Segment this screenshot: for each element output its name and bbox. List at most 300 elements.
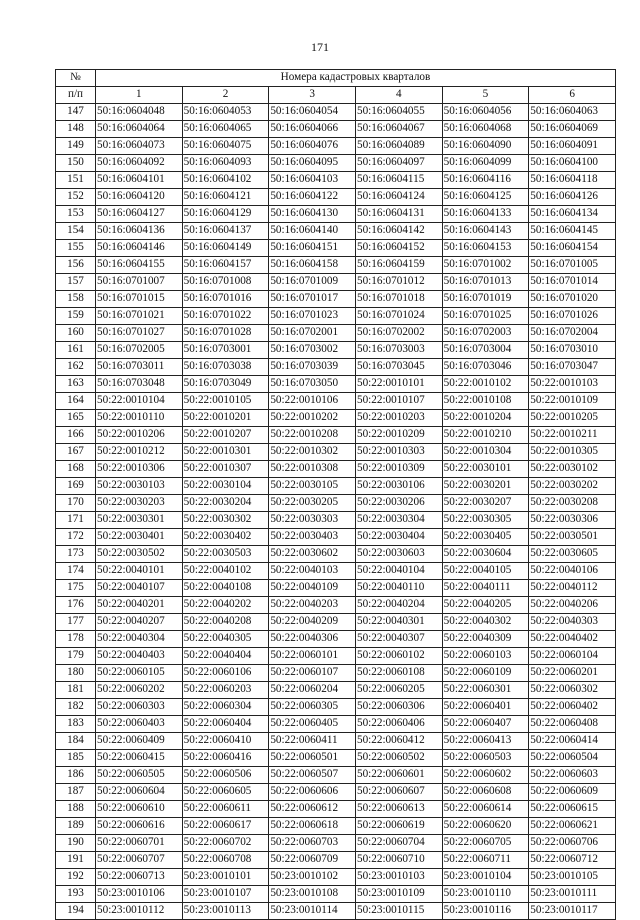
cadastral-number-cell: 50:16:0604115 [355, 172, 442, 189]
cadastral-quarters-table [55, 69, 616, 920]
cadastral-number-cell: 50:22:0030101 [442, 461, 529, 478]
cadastral-number-cell: 50:16:0604152 [355, 240, 442, 257]
cadastral-number-cell: 50:16:0701026 [529, 308, 616, 325]
cadastral-number-cell: 50:16:0604102 [182, 172, 269, 189]
cadastral-number-cell: 50:22:0040101 [96, 563, 183, 580]
cadastral-number-cell: 50:22:0040209 [269, 614, 356, 631]
cadastral-number-cell: 50:16:0701028 [182, 325, 269, 342]
header-col-3: 3 [269, 87, 356, 104]
cadastral-number-cell: 50:22:0060601 [355, 767, 442, 784]
cadastral-number-cell: 50:22:0040208 [182, 614, 269, 631]
cadastral-number-cell: 50:22:0040302 [442, 614, 529, 631]
cadastral-number-cell: 50:22:0010309 [355, 461, 442, 478]
table-row [56, 410, 616, 427]
cadastral-number-cell: 50:22:0030102 [529, 461, 616, 478]
cadastral-number-cell: 50:22:0060602 [442, 767, 529, 784]
cadastral-number-cell: 50:23:0010113 [182, 903, 269, 920]
cadastral-number-cell: 50:22:0010103 [529, 376, 616, 393]
table-row [56, 427, 616, 444]
cadastral-number-cell: 50:16:0604065 [182, 121, 269, 138]
cadastral-number-cell: 50:22:0060401 [442, 699, 529, 716]
cadastral-number-cell: 50:16:0604100 [529, 155, 616, 172]
row-number: 178 [56, 631, 96, 648]
row-number: 175 [56, 580, 96, 597]
cadastral-number-cell: 50:16:0703001 [182, 342, 269, 359]
cadastral-number-cell: 50:22:0040201 [96, 597, 183, 614]
cadastral-number-cell: 50:16:0604134 [529, 206, 616, 223]
cadastral-number-cell: 50:16:0604099 [442, 155, 529, 172]
table-row [56, 172, 616, 189]
cadastral-number-cell: 50:16:0703045 [355, 359, 442, 376]
cadastral-number-cell: 50:16:0701002 [442, 257, 529, 274]
cadastral-number-cell: 50:16:0604130 [269, 206, 356, 223]
cadastral-number-cell: 50:22:0060709 [269, 852, 356, 869]
cadastral-number-cell: 50:16:0604155 [96, 257, 183, 274]
cadastral-number-cell: 50:22:0030208 [529, 495, 616, 512]
cadastral-number-cell: 50:16:0604125 [442, 189, 529, 206]
cadastral-number-cell: 50:16:0604146 [96, 240, 183, 257]
cadastral-number-cell: 50:22:0030604 [442, 546, 529, 563]
cadastral-number-cell: 50:16:0604145 [529, 223, 616, 240]
cadastral-number-cell: 50:16:0604131 [355, 206, 442, 223]
row-number: 172 [56, 529, 96, 546]
page-number: 171 [311, 40, 329, 54]
cadastral-number-cell: 50:22:0060707 [96, 852, 183, 869]
cadastral-number-cell: 50:16:0703004 [442, 342, 529, 359]
row-number: 165 [56, 410, 96, 427]
row-number: 166 [56, 427, 96, 444]
cadastral-number-cell: 50:22:0030501 [529, 529, 616, 546]
cadastral-number-cell: 50:22:0010101 [355, 376, 442, 393]
cadastral-number-cell: 50:22:0060404 [182, 716, 269, 733]
cadastral-number-cell: 50:22:0060706 [529, 835, 616, 852]
row-number: 152 [56, 189, 96, 206]
cadastral-number-cell: 50:23:0010108 [269, 886, 356, 903]
cadastral-number-cell: 50:16:0701025 [442, 308, 529, 325]
cadastral-number-cell: 50:22:0060101 [269, 648, 356, 665]
cadastral-number-cell: 50:16:0604097 [355, 155, 442, 172]
cadastral-number-cell: 50:22:0060415 [96, 750, 183, 767]
cadastral-number-cell: 50:22:0060606 [269, 784, 356, 801]
table-row [56, 563, 616, 580]
cadastral-number-cell: 50:22:0010304 [442, 444, 529, 461]
table-row [56, 631, 616, 648]
cadastral-number-cell: 50:16:0604075 [182, 138, 269, 155]
row-number: 187 [56, 784, 96, 801]
cadastral-number-cell: 50:23:0010114 [269, 903, 356, 920]
header-col-6: 6 [529, 87, 616, 104]
cadastral-number-cell: 50:16:0604116 [442, 172, 529, 189]
cadastral-number-cell: 50:16:0701015 [96, 291, 183, 308]
table-row [56, 869, 616, 886]
cadastral-number-cell: 50:22:0030104 [182, 478, 269, 495]
row-number: 176 [56, 597, 96, 614]
header-col-5: 5 [442, 87, 529, 104]
row-number: 155 [56, 240, 96, 257]
header-col-2: 2 [182, 87, 269, 104]
cadastral-number-cell: 50:22:0060407 [442, 716, 529, 733]
cadastral-number-cell: 50:22:0060611 [182, 801, 269, 818]
cadastral-number-cell: 50:22:0060414 [529, 733, 616, 750]
cadastral-number-cell: 50:23:0010106 [96, 886, 183, 903]
cadastral-number-cell: 50:16:0604142 [355, 223, 442, 240]
cadastral-number-cell: 50:16:0701021 [96, 308, 183, 325]
cadastral-number-cell: 50:22:0060303 [96, 699, 183, 716]
row-number: 156 [56, 257, 96, 274]
cadastral-number-cell: 50:22:0060616 [96, 818, 183, 835]
table-row [56, 223, 616, 240]
cadastral-number-cell: 50:22:0010102 [442, 376, 529, 393]
row-number: 189 [56, 818, 96, 835]
table-row [56, 104, 616, 121]
cadastral-number-cell: 50:16:0604066 [269, 121, 356, 138]
cadastral-number-cell: 50:22:0040204 [355, 597, 442, 614]
cadastral-number-cell: 50:16:0604064 [96, 121, 183, 138]
cadastral-number-cell: 50:22:0040307 [355, 631, 442, 648]
table-row [56, 240, 616, 257]
table-row [56, 699, 616, 716]
cadastral-number-cell: 50:16:0604068 [442, 121, 529, 138]
cadastral-number-cell: 50:16:0604151 [269, 240, 356, 257]
header-row-2 [56, 87, 616, 104]
cadastral-number-cell: 50:22:0060614 [442, 801, 529, 818]
cadastral-number-cell: 50:22:0040102 [182, 563, 269, 580]
cadastral-number-cell: 50:22:0060413 [442, 733, 529, 750]
row-number: 190 [56, 835, 96, 852]
cadastral-number-cell: 50:22:0060305 [269, 699, 356, 716]
cadastral-number-cell: 50:16:0604067 [355, 121, 442, 138]
cadastral-number-cell: 50:16:0604063 [529, 104, 616, 121]
cadastral-number-cell: 50:22:0060608 [442, 784, 529, 801]
cadastral-number-cell: 50:22:0040106 [529, 563, 616, 580]
cadastral-number-cell: 50:22:0060612 [269, 801, 356, 818]
cadastral-number-cell: 50:22:0060406 [355, 716, 442, 733]
cadastral-number-cell: 50:16:0604120 [96, 189, 183, 206]
cadastral-number-cell: 50:22:0030302 [182, 512, 269, 529]
table-row [56, 886, 616, 903]
cadastral-number-cell: 50:22:0030202 [529, 478, 616, 495]
cadastral-number-cell: 50:22:0040109 [269, 580, 356, 597]
cadastral-number-cell: 50:16:0604137 [182, 223, 269, 240]
cadastral-number-cell: 50:22:0060304 [182, 699, 269, 716]
cadastral-number-cell: 50:23:0010107 [182, 886, 269, 903]
row-number: 186 [56, 767, 96, 784]
cadastral-number-cell: 50:16:0701027 [96, 325, 183, 342]
table-row [56, 852, 616, 869]
cadastral-number-cell: 50:22:0030603 [355, 546, 442, 563]
cadastral-number-cell: 50:22:0030201 [442, 478, 529, 495]
cadastral-number-cell: 50:16:0604143 [442, 223, 529, 240]
cadastral-number-cell: 50:22:0060403 [96, 716, 183, 733]
cadastral-number-cell: 50:22:0060302 [529, 682, 616, 699]
cadastral-number-cell: 50:22:0030602 [269, 546, 356, 563]
cadastral-number-cell: 50:22:0060711 [442, 852, 529, 869]
cadastral-number-cell: 50:22:0060603 [529, 767, 616, 784]
cadastral-number-cell: 50:22:0060618 [269, 818, 356, 835]
cadastral-number-cell: 50:22:0060505 [96, 767, 183, 784]
cadastral-number-cell: 50:22:0060405 [269, 716, 356, 733]
table-body [56, 104, 616, 920]
row-number: 173 [56, 546, 96, 563]
row-number: 181 [56, 682, 96, 699]
header-col-1: 1 [96, 87, 183, 104]
row-number: 161 [56, 342, 96, 359]
row-number: 168 [56, 461, 96, 478]
cadastral-number-cell: 50:22:0060613 [355, 801, 442, 818]
cadastral-number-cell: 50:16:0701012 [355, 274, 442, 291]
row-number: 184 [56, 733, 96, 750]
cadastral-number-cell: 50:22:0040304 [96, 631, 183, 648]
cadastral-number-cell: 50:22:0040205 [442, 597, 529, 614]
row-number: 182 [56, 699, 96, 716]
cadastral-number-cell: 50:22:0060504 [529, 750, 616, 767]
cadastral-number-cell: 50:22:0030404 [355, 529, 442, 546]
cadastral-number-cell: 50:16:0703046 [442, 359, 529, 376]
cadastral-number-cell: 50:23:0010116 [442, 903, 529, 920]
cadastral-number-cell: 50:22:0060416 [182, 750, 269, 767]
cadastral-number-cell: 50:22:0010210 [442, 427, 529, 444]
cadastral-number-cell: 50:22:0040104 [355, 563, 442, 580]
cadastral-number-cell: 50:23:0010110 [442, 886, 529, 903]
cadastral-number-cell: 50:16:0604054 [269, 104, 356, 121]
cadastral-number-cell: 50:22:0010106 [269, 393, 356, 410]
cadastral-number-cell: 50:22:0040309 [442, 631, 529, 648]
cadastral-number-cell: 50:22:0060104 [529, 648, 616, 665]
cadastral-number-cell: 50:22:0010205 [529, 410, 616, 427]
table-row [56, 818, 616, 835]
cadastral-number-cell: 50:22:0060409 [96, 733, 183, 750]
cadastral-number-cell: 50:16:0702005 [96, 342, 183, 359]
cadastral-number-cell: 50:16:0604133 [442, 206, 529, 223]
row-number: 159 [56, 308, 96, 325]
header-row-1 [56, 70, 616, 87]
cadastral-number-cell: 50:16:0604091 [529, 138, 616, 155]
cadastral-number-cell: 50:22:0010203 [355, 410, 442, 427]
cadastral-number-cell: 50:22:0030205 [269, 495, 356, 512]
cadastral-number-cell: 50:22:0060617 [182, 818, 269, 835]
table-row [56, 308, 616, 325]
cadastral-number-cell: 50:16:0701019 [442, 291, 529, 308]
table-row [56, 767, 616, 784]
cadastral-number-cell: 50:22:0060108 [355, 665, 442, 682]
cadastral-number-cell: 50:16:0604124 [355, 189, 442, 206]
cadastral-number-cell: 50:22:0060202 [96, 682, 183, 699]
cadastral-number-cell: 50:22:0060109 [442, 665, 529, 682]
cadastral-number-cell: 50:16:0604055 [355, 104, 442, 121]
cadastral-number-cell: 50:22:0010206 [96, 427, 183, 444]
cadastral-number-cell: 50:22:0060106 [182, 665, 269, 682]
header-col-4: 4 [355, 87, 442, 104]
cadastral-number-cell: 50:16:0703048 [96, 376, 183, 393]
cadastral-number-cell: 50:22:0040202 [182, 597, 269, 614]
cadastral-number-cell: 50:22:0010302 [269, 444, 356, 461]
cadastral-number-cell: 50:22:0060610 [96, 801, 183, 818]
cadastral-number-cell: 50:22:0060704 [355, 835, 442, 852]
table-row [56, 155, 616, 172]
cadastral-number-cell: 50:22:0040306 [269, 631, 356, 648]
row-number: 150 [56, 155, 96, 172]
cadastral-number-cell: 50:16:0703047 [529, 359, 616, 376]
cadastral-number-cell: 50:16:0702004 [529, 325, 616, 342]
row-number: 193 [56, 886, 96, 903]
row-number: 191 [56, 852, 96, 869]
cadastral-number-cell: 50:16:0701022 [182, 308, 269, 325]
cadastral-number-cell: 50:22:0030503 [182, 546, 269, 563]
row-number: 169 [56, 478, 96, 495]
table-row [56, 750, 616, 767]
cadastral-number-cell: 50:16:0701008 [182, 274, 269, 291]
cadastral-number-cell: 50:16:0604149 [182, 240, 269, 257]
cadastral-number-cell: 50:22:0040103 [269, 563, 356, 580]
cadastral-number-cell: 50:22:0030405 [442, 529, 529, 546]
cadastral-number-cell: 50:22:0010104 [96, 393, 183, 410]
cadastral-number-cell: 50:22:0060205 [355, 682, 442, 699]
cadastral-number-cell: 50:22:0010301 [182, 444, 269, 461]
cadastral-number-cell: 50:22:0030204 [182, 495, 269, 512]
cadastral-number-cell: 50:16:0701014 [529, 274, 616, 291]
cadastral-number-cell: 50:22:0060102 [355, 648, 442, 665]
cadastral-number-cell: 50:22:0060620 [442, 818, 529, 835]
row-number: 148 [56, 121, 96, 138]
table-header [56, 70, 616, 104]
cadastral-number-cell: 50:16:0703002 [269, 342, 356, 359]
cadastral-number-cell: 50:22:0060607 [355, 784, 442, 801]
cadastral-number-cell: 50:22:0040305 [182, 631, 269, 648]
table-row [56, 495, 616, 512]
cadastral-number-cell: 50:22:0030305 [442, 512, 529, 529]
cadastral-number-cell: 50:16:0604076 [269, 138, 356, 155]
row-number: 179 [56, 648, 96, 665]
cadastral-number-cell: 50:22:0060306 [355, 699, 442, 716]
cadastral-number-cell: 50:16:0604136 [96, 223, 183, 240]
cadastral-number-cell: 50:16:0702002 [355, 325, 442, 342]
cadastral-number-cell: 50:22:0060619 [355, 818, 442, 835]
cadastral-number-cell: 50:22:0010109 [529, 393, 616, 410]
cadastral-number-cell: 50:22:0040105 [442, 563, 529, 580]
cadastral-number-cell: 50:16:0701013 [442, 274, 529, 291]
cadastral-number-cell: 50:22:0060301 [442, 682, 529, 699]
cadastral-number-cell: 50:16:0701016 [182, 291, 269, 308]
cadastral-number-cell: 50:22:0060107 [269, 665, 356, 682]
header-number-sign: № [56, 70, 96, 87]
cadastral-number-cell: 50:16:0604090 [442, 138, 529, 155]
cadastral-number-cell: 50:16:0703003 [355, 342, 442, 359]
table-row [56, 325, 616, 342]
cadastral-number-cell: 50:22:0010307 [182, 461, 269, 478]
cadastral-number-cell: 50:22:0030206 [355, 495, 442, 512]
cadastral-number-cell: 50:23:0010103 [355, 869, 442, 886]
cadastral-number-cell: 50:16:0701007 [96, 274, 183, 291]
row-number: 157 [56, 274, 96, 291]
cadastral-number-cell: 50:22:0060713 [96, 869, 183, 886]
cadastral-number-cell: 50:22:0010207 [182, 427, 269, 444]
row-number: 147 [56, 104, 96, 121]
cadastral-number-cell: 50:22:0010108 [442, 393, 529, 410]
cadastral-number-cell: 50:16:0701018 [355, 291, 442, 308]
row-number: 174 [56, 563, 96, 580]
cadastral-number-cell: 50:16:0701023 [269, 308, 356, 325]
cadastral-number-cell: 50:16:0604154 [529, 240, 616, 257]
cadastral-number-cell: 50:16:0703010 [529, 342, 616, 359]
cadastral-number-cell: 50:16:0604056 [442, 104, 529, 121]
cadastral-number-cell: 50:16:0604069 [529, 121, 616, 138]
row-number: 162 [56, 359, 96, 376]
cadastral-number-cell: 50:16:0701017 [269, 291, 356, 308]
cadastral-number-cell: 50:23:0010102 [269, 869, 356, 886]
cadastral-number-cell: 50:23:0010105 [529, 869, 616, 886]
cadastral-number-cell: 50:22:0030403 [269, 529, 356, 546]
cadastral-number-cell: 50:16:0604140 [269, 223, 356, 240]
table-row [56, 342, 616, 359]
cadastral-number-cell: 50:22:0010211 [529, 427, 616, 444]
cadastral-number-cell: 50:22:0060701 [96, 835, 183, 852]
row-number: 192 [56, 869, 96, 886]
cadastral-number-cell: 50:22:0060408 [529, 716, 616, 733]
header-title: Номера кадастровых кварталов [96, 70, 616, 87]
row-number: 151 [56, 172, 96, 189]
cadastral-number-cell: 50:22:0060502 [355, 750, 442, 767]
cadastral-number-cell: 50:22:0010305 [529, 444, 616, 461]
table-row [56, 733, 616, 750]
row-number: 149 [56, 138, 96, 155]
cadastral-number-cell: 50:16:0604121 [182, 189, 269, 206]
cadastral-number-cell: 50:22:0060105 [96, 665, 183, 682]
row-number: 177 [56, 614, 96, 631]
cadastral-number-cell: 50:22:0030402 [182, 529, 269, 546]
table-row [56, 716, 616, 733]
cadastral-number-cell: 50:22:0060507 [269, 767, 356, 784]
cadastral-number-cell: 50:16:0703038 [182, 359, 269, 376]
table-row [56, 206, 616, 223]
cadastral-number-cell: 50:22:0060203 [182, 682, 269, 699]
cadastral-number-cell: 50:16:0604089 [355, 138, 442, 155]
table-row [56, 614, 616, 631]
row-number: 185 [56, 750, 96, 767]
cadastral-number-cell: 50:22:0010208 [269, 427, 356, 444]
row-number: 188 [56, 801, 96, 818]
row-number: 167 [56, 444, 96, 461]
row-number: 171 [56, 512, 96, 529]
cadastral-number-cell: 50:22:0030207 [442, 495, 529, 512]
row-number: 160 [56, 325, 96, 342]
cadastral-number-cell: 50:22:0010201 [182, 410, 269, 427]
table-row [56, 257, 616, 274]
table-row [56, 784, 616, 801]
cadastral-number-cell: 50:23:0010117 [529, 903, 616, 920]
cadastral-number-cell: 50:22:0060604 [96, 784, 183, 801]
cadastral-number-cell: 50:22:0060702 [182, 835, 269, 852]
cadastral-number-cell: 50:16:0702001 [269, 325, 356, 342]
cadastral-number-cell: 50:22:0010107 [355, 393, 442, 410]
cadastral-number-cell: 50:16:0604129 [182, 206, 269, 223]
cadastral-number-cell: 50:22:0040111 [442, 580, 529, 597]
cadastral-number-cell: 50:22:0040107 [96, 580, 183, 597]
table-row [56, 274, 616, 291]
cadastral-number-cell: 50:22:0010308 [269, 461, 356, 478]
cadastral-number-cell: 50:22:0030203 [96, 495, 183, 512]
cadastral-number-cell: 50:22:0060411 [269, 733, 356, 750]
table-row [56, 138, 616, 155]
table-row [56, 121, 616, 138]
row-number: 163 [56, 376, 96, 393]
cadastral-number-cell: 50:16:0703039 [269, 359, 356, 376]
table-row [56, 512, 616, 529]
table-row [56, 665, 616, 682]
row-number: 158 [56, 291, 96, 308]
cadastral-number-cell: 50:22:0060703 [269, 835, 356, 852]
cadastral-number-cell: 50:22:0040404 [182, 648, 269, 665]
cadastral-number-cell: 50:23:0010109 [355, 886, 442, 903]
